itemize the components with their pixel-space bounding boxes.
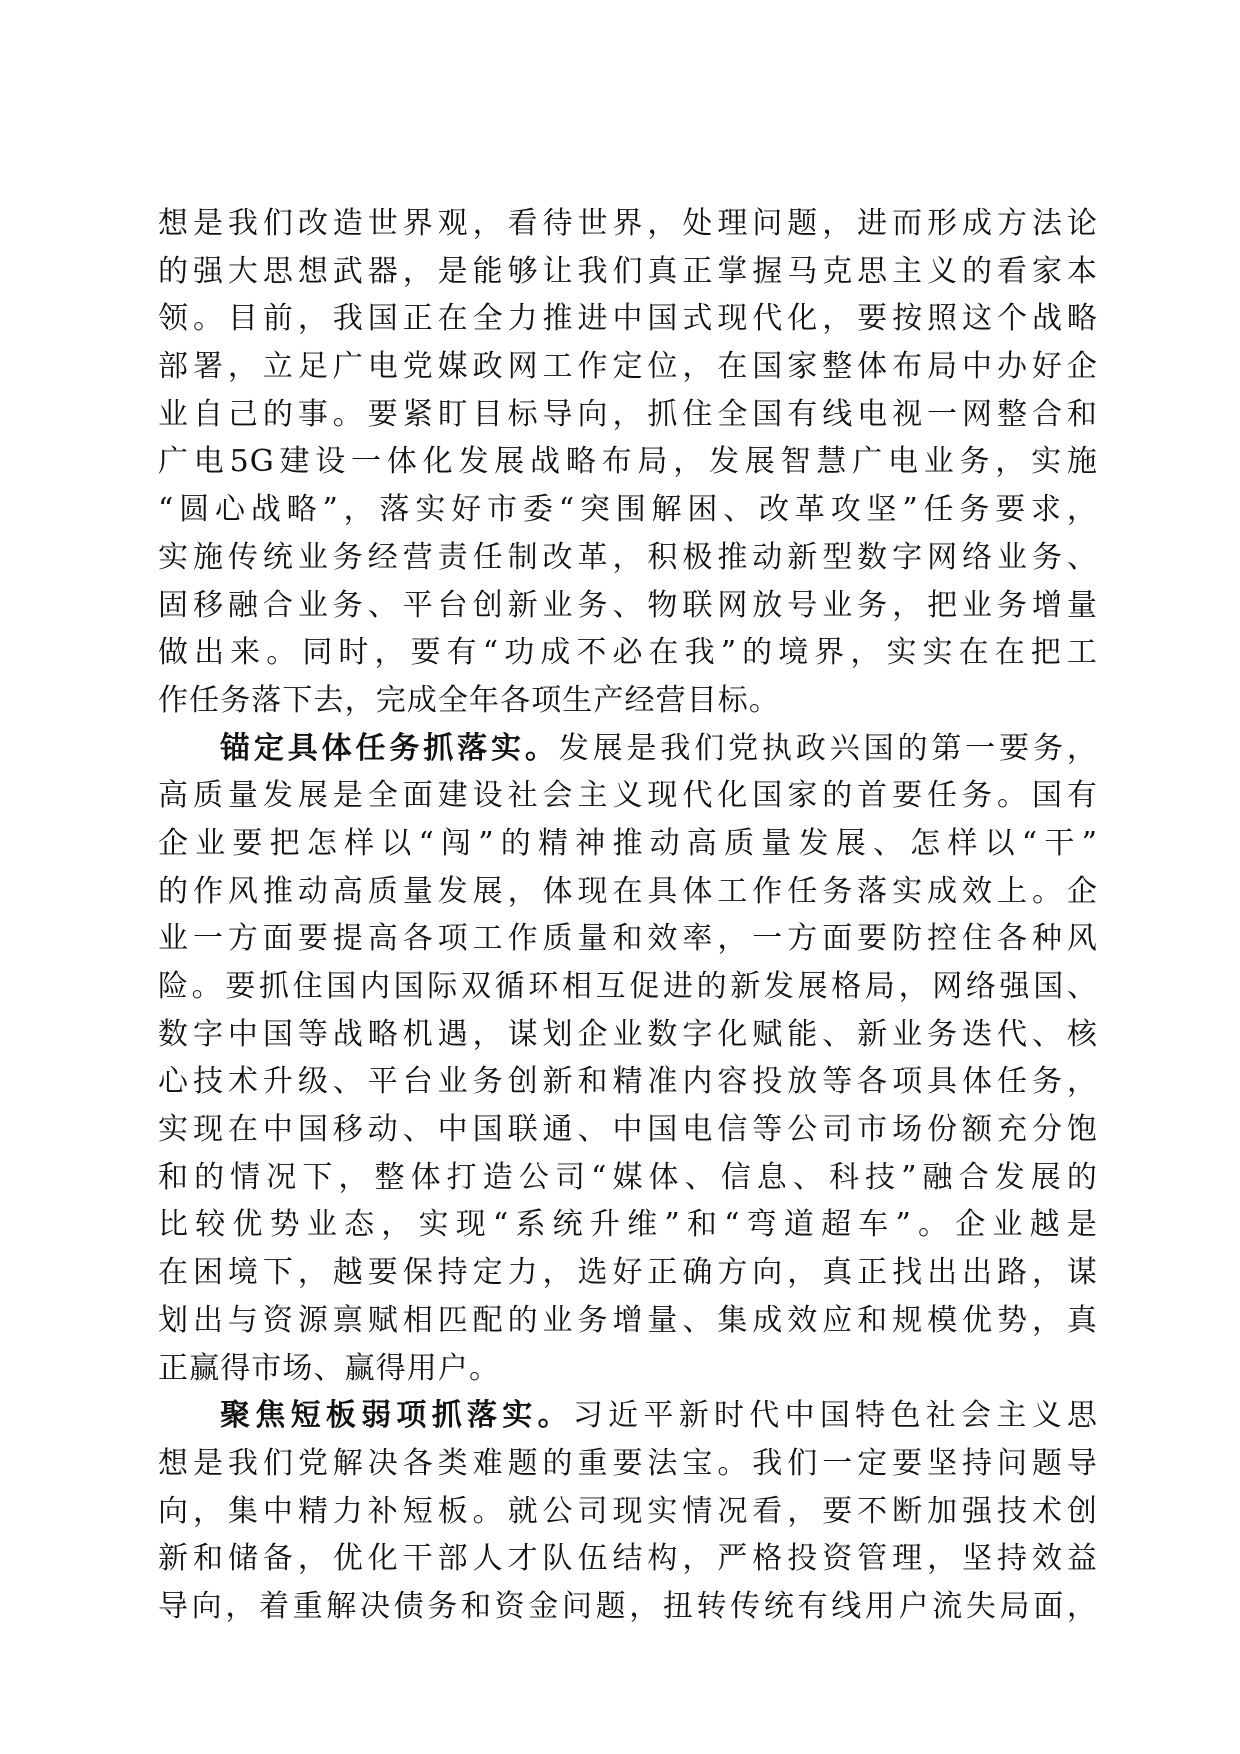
text-line: 做出来。同时，要有“功成不必在我”的境界，实实在在把工 xyxy=(158,635,1098,671)
text-line: 想是我们改造世界观，看待世界，处理问题，进而形成方法论 xyxy=(158,206,1098,241)
text-line: 广电5G建设一体化发展战略布局，发展智慧广电业务，实施 xyxy=(158,444,1098,480)
text-line: 比较优势业态，实现“系统升维”和“弯道超车”。企业越是 xyxy=(158,1207,1098,1243)
paragraph-lead-heading: 锚定具体任务抓落实。 xyxy=(220,730,559,766)
text-line: 业自己的事。要紧盯目标导向，抓住全国有线电视一网整合和 xyxy=(158,396,1098,432)
text-line: 想是我们党解决各类难题的重要法宝。我们一定要坚持问题导 xyxy=(158,1445,1098,1481)
text-line: 实现在中国移动、中国联通、中国电信等公司市场份额充分饱 xyxy=(158,1112,1098,1148)
paragraph-2 xyxy=(158,725,1098,1393)
text-line: 固移融合业务、平台创新业务、物联网放号业务，把业务增量 xyxy=(158,587,1098,623)
text-line: 的作风推动高质量发展，体现在具体工作任务落实成效上。企 xyxy=(158,873,1098,909)
text-line: 作任务落下去，完成全年各项生产经营目标。 xyxy=(158,682,780,718)
text-line: 业一方面要提高各项工作质量和效率，一方面要防控住各种风 xyxy=(158,921,1098,957)
text-line: 新和储备，优化干部人才队伍结构，严格投资管理，坚持效益 xyxy=(158,1541,1098,1577)
text-line: 部署，立足广电党媒政网工作定位，在国家整体布局中办好企 xyxy=(158,349,1098,385)
text-line: 高质量发展是全面建设社会主义现代化国家的首要任务。国有 xyxy=(158,778,1098,814)
text-line: 领。目前，我国正在全力推进中国式现代化，要按照这个战略 xyxy=(158,301,1098,337)
text-line: 和的情况下，整体打造公司“媒体、信息、科技”融合发展的 xyxy=(158,1159,1098,1195)
text-run: 习近平新时代中国特色社会主义思 xyxy=(572,1398,1098,1434)
text-line: 正赢得市场、赢得用户。 xyxy=(158,1350,501,1386)
text-line: 的强大思想武器，是能够让我们真正掌握马克思主义的看家本 xyxy=(158,253,1098,289)
document-body xyxy=(158,200,1098,1631)
paragraph-1 xyxy=(158,200,1098,725)
text-line: 数字中国等战略机遇，谋划企业数字化赋能、新业务迭代、核 xyxy=(158,1016,1098,1052)
paragraph-first-line xyxy=(158,1392,1098,1440)
text-run: 发展是我们党执政兴国的第一要务， xyxy=(558,730,1098,766)
text-line: 向，集中精力补短板。就公司现实情况看，要不断加强技术创 xyxy=(158,1493,1098,1529)
text-line: 险。要抓住国内国际双循环相互促进的新发展格局，网络强国、 xyxy=(158,969,1098,1004)
text-line: 企业要把怎样以“闯”的精神推动高质量发展、怎样以“干” xyxy=(158,825,1098,861)
text-line: 实施传统业务经营责任制改革，积极推动新型数字网络业务、 xyxy=(158,539,1098,575)
text-line: 划出与资源禀赋相匹配的业务增量、集成效应和规模优势，真 xyxy=(158,1302,1098,1338)
text-line: 在困境下，越要保持定力，选好正确方向，真正找出出路，谋 xyxy=(158,1255,1098,1291)
paragraph-first-line xyxy=(158,725,1098,773)
paragraph-lead-heading: 聚焦短板弱项抓落实。 xyxy=(220,1398,573,1434)
text-line: 心技术升级、平台业务创新和精准内容投放等各项具体任务， xyxy=(158,1064,1098,1100)
text-line: 导向，着重解决债务和资金问题，扭转传统有线用户流失局面， xyxy=(158,1588,1098,1624)
paragraph-3 xyxy=(158,1392,1098,1630)
text-line: “圆心战略”，落实好市委“突围解困、改革攻坚”任务要求， xyxy=(158,492,1098,528)
